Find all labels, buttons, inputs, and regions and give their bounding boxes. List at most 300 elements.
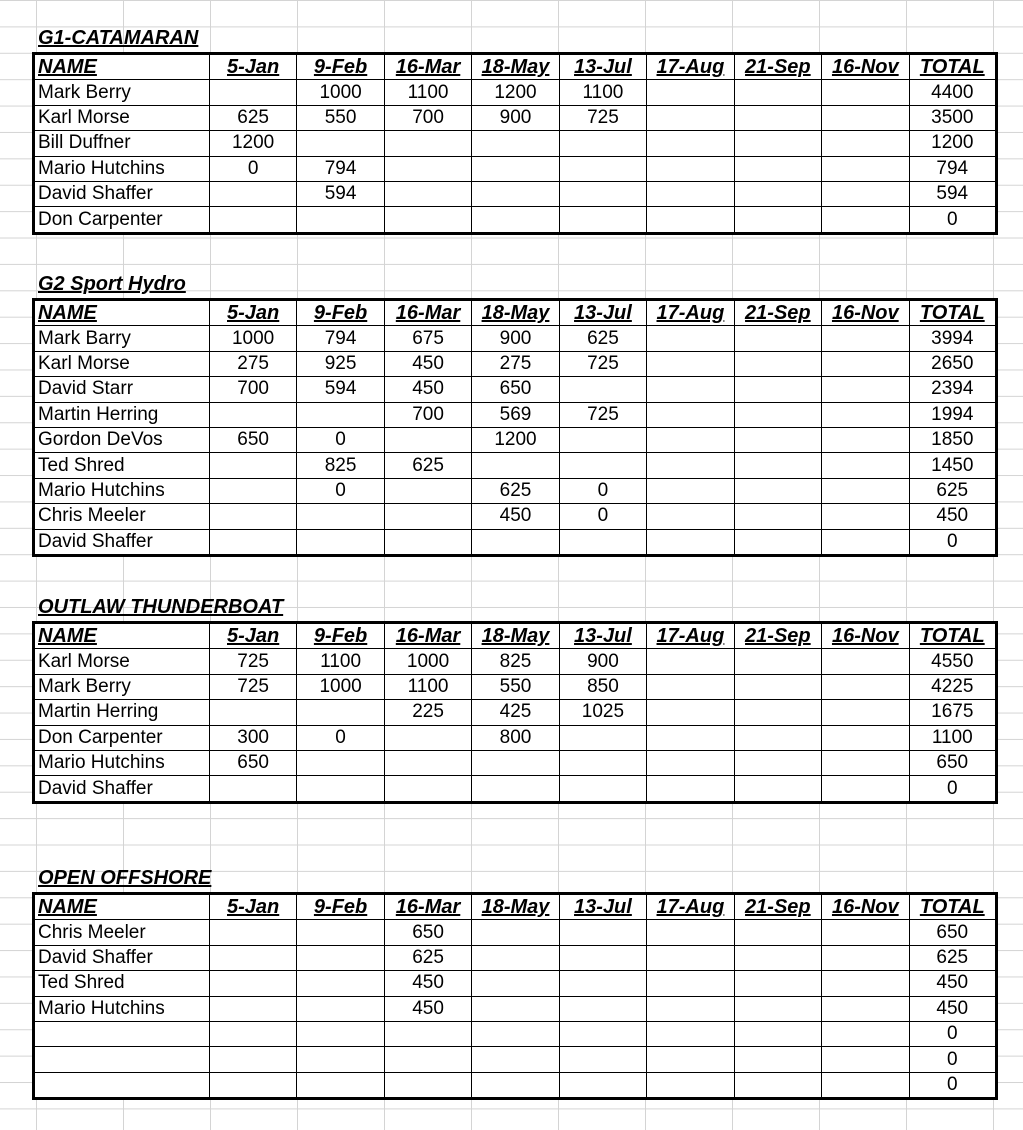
- name-cell[interactable]: Chris Meeler: [34, 920, 210, 945]
- score-cell[interactable]: [647, 920, 734, 945]
- score-cell[interactable]: [734, 529, 821, 555]
- name-cell[interactable]: Mario Hutchins: [34, 478, 210, 503]
- score-cell[interactable]: 825: [297, 453, 384, 478]
- table-row: [34, 131, 997, 156]
- total-cell[interactable]: 2394: [909, 377, 996, 402]
- score-cell[interactable]: [734, 700, 821, 725]
- score-cell[interactable]: 1000: [209, 326, 296, 351]
- score-cell[interactable]: [472, 1021, 559, 1046]
- score-cell[interactable]: [822, 377, 909, 402]
- score-cell[interactable]: [384, 156, 471, 181]
- score-cell[interactable]: [384, 427, 471, 452]
- score-cell[interactable]: [647, 351, 734, 376]
- score-cell[interactable]: [822, 131, 909, 156]
- score-cell[interactable]: [384, 131, 471, 156]
- score-cell[interactable]: 725: [209, 649, 296, 674]
- name-cell[interactable]: Karl Morse: [34, 351, 210, 376]
- score-cell[interactable]: [647, 1021, 734, 1046]
- score-cell[interactable]: [647, 131, 734, 156]
- score-cell[interactable]: [559, 207, 646, 233]
- name-cell[interactable]: David Shaffer: [34, 776, 210, 802]
- name-cell[interactable]: Bill Duffner: [34, 131, 210, 156]
- score-cell[interactable]: 0: [297, 427, 384, 452]
- score-cell[interactable]: [734, 326, 821, 351]
- score-cell[interactable]: 825: [472, 649, 559, 674]
- score-cell[interactable]: [559, 181, 646, 206]
- table-row: [34, 156, 997, 181]
- score-cell[interactable]: [472, 971, 559, 996]
- score-cell[interactable]: [734, 776, 821, 802]
- total-cell[interactable]: 0: [909, 529, 996, 555]
- total-cell[interactable]: 450: [909, 971, 996, 996]
- score-cell[interactable]: 675: [384, 326, 471, 351]
- score-cell[interactable]: [559, 131, 646, 156]
- score-cell[interactable]: [297, 207, 384, 233]
- score-cell[interactable]: [822, 700, 909, 725]
- score-cell[interactable]: [822, 529, 909, 555]
- score-cell[interactable]: 1100: [384, 80, 471, 105]
- score-cell[interactable]: [209, 80, 296, 105]
- score-cell[interactable]: [209, 1047, 296, 1072]
- total-cell[interactable]: 650: [909, 750, 996, 775]
- score-cell[interactable]: [209, 996, 296, 1021]
- score-cell[interactable]: [209, 504, 296, 529]
- score-cell[interactable]: [384, 504, 471, 529]
- score-cell[interactable]: [822, 504, 909, 529]
- score-cell[interactable]: [734, 945, 821, 970]
- score-cell[interactable]: 900: [559, 649, 646, 674]
- total-cell[interactable]: 1994: [909, 402, 996, 427]
- score-cell[interactable]: [647, 1072, 734, 1098]
- name-cell[interactable]: [34, 1072, 210, 1098]
- score-cell[interactable]: [472, 1047, 559, 1072]
- score-cell[interactable]: [297, 920, 384, 945]
- total-cell[interactable]: 3500: [909, 105, 996, 130]
- score-cell[interactable]: [384, 181, 471, 206]
- score-cell[interactable]: [559, 453, 646, 478]
- total-cell[interactable]: 0: [909, 776, 996, 802]
- score-cell[interactable]: 594: [297, 181, 384, 206]
- score-cell[interactable]: [472, 996, 559, 1021]
- score-cell[interactable]: [822, 674, 909, 699]
- score-cell[interactable]: [472, 750, 559, 775]
- score-cell[interactable]: 300: [209, 725, 296, 750]
- score-cell[interactable]: [647, 750, 734, 775]
- score-cell[interactable]: [472, 1072, 559, 1098]
- score-cell[interactable]: [822, 402, 909, 427]
- column-header: 17-Aug: [647, 300, 734, 326]
- score-cell[interactable]: 225: [384, 700, 471, 725]
- score-cell[interactable]: [647, 156, 734, 181]
- column-header: TOTAL: [909, 300, 996, 326]
- score-cell[interactable]: [384, 750, 471, 775]
- total-cell[interactable]: 0: [909, 1021, 996, 1046]
- score-cell[interactable]: [734, 402, 821, 427]
- name-cell[interactable]: [34, 1021, 210, 1046]
- score-cell[interactable]: 650: [209, 427, 296, 452]
- name-cell[interactable]: Ted Shred: [34, 453, 210, 478]
- score-cell[interactable]: 1200: [472, 427, 559, 452]
- score-cell[interactable]: [647, 377, 734, 402]
- score-cell[interactable]: 850: [559, 674, 646, 699]
- total-cell[interactable]: 625: [909, 945, 996, 970]
- score-cell[interactable]: [647, 453, 734, 478]
- score-cell[interactable]: [209, 700, 296, 725]
- score-cell[interactable]: [559, 156, 646, 181]
- score-cell[interactable]: 0: [297, 478, 384, 503]
- score-cell[interactable]: [384, 1072, 471, 1098]
- score-cell[interactable]: [734, 207, 821, 233]
- name-cell[interactable]: Don Carpenter: [34, 725, 210, 750]
- score-cell[interactable]: 800: [472, 725, 559, 750]
- name-cell[interactable]: Martin Herring: [34, 700, 210, 725]
- score-cell[interactable]: [209, 207, 296, 233]
- total-cell[interactable]: 4550: [909, 649, 996, 674]
- score-cell[interactable]: 700: [384, 105, 471, 130]
- score-cell[interactable]: [559, 971, 646, 996]
- score-cell[interactable]: [472, 207, 559, 233]
- score-cell[interactable]: [822, 649, 909, 674]
- score-cell[interactable]: [647, 945, 734, 970]
- score-cell[interactable]: 450: [384, 351, 471, 376]
- score-cell[interactable]: 1025: [559, 700, 646, 725]
- score-cell[interactable]: [472, 453, 559, 478]
- column-header: 5-Jan: [209, 300, 296, 326]
- header-row: [34, 623, 997, 649]
- total-cell[interactable]: 650: [909, 920, 996, 945]
- score-cell[interactable]: [472, 920, 559, 945]
- name-cell[interactable]: Karl Morse: [34, 105, 210, 130]
- total-cell[interactable]: 2650: [909, 351, 996, 376]
- score-cell[interactable]: [734, 674, 821, 699]
- score-cell[interactable]: [734, 996, 821, 1021]
- score-cell[interactable]: [559, 920, 646, 945]
- column-header: 17-Aug: [647, 623, 734, 649]
- name-cell[interactable]: David Shaffer: [34, 181, 210, 206]
- score-cell[interactable]: [472, 131, 559, 156]
- score-cell[interactable]: [384, 776, 471, 802]
- score-cell[interactable]: [822, 996, 909, 1021]
- total-cell[interactable]: 1850: [909, 427, 996, 452]
- name-cell[interactable]: Mario Hutchins: [34, 996, 210, 1021]
- score-cell[interactable]: 700: [384, 402, 471, 427]
- score-cell[interactable]: [647, 504, 734, 529]
- score-cell[interactable]: [297, 971, 384, 996]
- score-cell[interactable]: [822, 427, 909, 452]
- score-cell[interactable]: [734, 649, 821, 674]
- total-cell[interactable]: 450: [909, 504, 996, 529]
- score-cell[interactable]: 0: [209, 156, 296, 181]
- total-cell[interactable]: 4400: [909, 80, 996, 105]
- name-cell[interactable]: Martin Herring: [34, 402, 210, 427]
- score-cell[interactable]: [647, 105, 734, 130]
- score-cell[interactable]: 794: [297, 326, 384, 351]
- score-cell[interactable]: 650: [384, 920, 471, 945]
- total-cell[interactable]: 1200: [909, 131, 996, 156]
- score-cell[interactable]: 1000: [384, 649, 471, 674]
- score-cell[interactable]: 700: [209, 377, 296, 402]
- score-cell[interactable]: 725: [209, 674, 296, 699]
- total-cell[interactable]: 625: [909, 478, 996, 503]
- score-cell[interactable]: [297, 750, 384, 775]
- score-cell[interactable]: [734, 427, 821, 452]
- table-row: [34, 750, 997, 775]
- score-cell[interactable]: [297, 1047, 384, 1072]
- score-cell[interactable]: [647, 207, 734, 233]
- score-cell[interactable]: 725: [559, 105, 646, 130]
- table-row: [34, 427, 997, 452]
- name-cell[interactable]: Mark Barry: [34, 326, 210, 351]
- score-cell[interactable]: [647, 181, 734, 206]
- score-cell[interactable]: [297, 1021, 384, 1046]
- score-cell[interactable]: [297, 1072, 384, 1098]
- name-cell[interactable]: Mario Hutchins: [34, 156, 210, 181]
- score-cell[interactable]: 1000: [297, 80, 384, 105]
- score-cell[interactable]: 450: [472, 504, 559, 529]
- score-cell[interactable]: [822, 1047, 909, 1072]
- score-cell[interactable]: [297, 402, 384, 427]
- score-cell[interactable]: [734, 351, 821, 376]
- score-cell[interactable]: [647, 971, 734, 996]
- score-cell[interactable]: [822, 105, 909, 130]
- score-cell[interactable]: [734, 478, 821, 503]
- score-cell[interactable]: 650: [472, 377, 559, 402]
- score-cell[interactable]: [822, 1072, 909, 1098]
- score-cell[interactable]: [647, 776, 734, 802]
- score-cell[interactable]: 0: [297, 725, 384, 750]
- score-cell[interactable]: [822, 181, 909, 206]
- score-cell[interactable]: [297, 996, 384, 1021]
- name-cell[interactable]: Karl Morse: [34, 649, 210, 674]
- score-cell[interactable]: [209, 1021, 296, 1046]
- score-cell[interactable]: [559, 1072, 646, 1098]
- total-cell[interactable]: 0: [909, 1072, 996, 1098]
- score-cell[interactable]: [822, 725, 909, 750]
- score-cell[interactable]: [822, 776, 909, 802]
- score-cell[interactable]: [559, 377, 646, 402]
- score-cell[interactable]: [297, 131, 384, 156]
- score-cell[interactable]: [734, 1047, 821, 1072]
- score-cell[interactable]: [209, 402, 296, 427]
- score-cell[interactable]: [647, 725, 734, 750]
- score-cell[interactable]: [559, 725, 646, 750]
- score-cell[interactable]: [822, 478, 909, 503]
- score-cell[interactable]: [647, 402, 734, 427]
- total-cell[interactable]: 0: [909, 207, 996, 233]
- total-cell[interactable]: 4225: [909, 674, 996, 699]
- score-cell[interactable]: 650: [209, 750, 296, 775]
- score-cell[interactable]: [209, 1072, 296, 1098]
- column-header: NAME: [34, 623, 210, 649]
- score-cell[interactable]: [472, 156, 559, 181]
- score-cell[interactable]: [822, 156, 909, 181]
- column-header: 17-Aug: [647, 894, 734, 920]
- score-cell[interactable]: [822, 945, 909, 970]
- score-cell[interactable]: 1200: [209, 131, 296, 156]
- score-cell[interactable]: [822, 971, 909, 996]
- score-cell[interactable]: [822, 920, 909, 945]
- score-cell[interactable]: [647, 326, 734, 351]
- score-cell[interactable]: [384, 1021, 471, 1046]
- score-cell[interactable]: [209, 478, 296, 503]
- score-cell[interactable]: [209, 920, 296, 945]
- score-cell[interactable]: 1100: [297, 649, 384, 674]
- score-cell[interactable]: [209, 776, 296, 802]
- score-cell[interactable]: [209, 945, 296, 970]
- score-cell[interactable]: 900: [472, 326, 559, 351]
- score-cell[interactable]: 1100: [559, 80, 646, 105]
- total-cell[interactable]: 594: [909, 181, 996, 206]
- score-cell[interactable]: 1000: [297, 674, 384, 699]
- table-row: [34, 504, 997, 529]
- score-cell[interactable]: 275: [209, 351, 296, 376]
- score-cell[interactable]: [734, 504, 821, 529]
- score-cell[interactable]: [734, 750, 821, 775]
- score-cell[interactable]: [559, 427, 646, 452]
- score-cell[interactable]: [734, 453, 821, 478]
- name-cell[interactable]: Ted Shred: [34, 971, 210, 996]
- score-cell[interactable]: 0: [559, 504, 646, 529]
- name-cell[interactable]: David Starr: [34, 377, 210, 402]
- score-cell[interactable]: [647, 649, 734, 674]
- score-cell[interactable]: [472, 181, 559, 206]
- score-cell[interactable]: [647, 996, 734, 1021]
- score-cell[interactable]: 0: [559, 478, 646, 503]
- score-cell[interactable]: [647, 1047, 734, 1072]
- score-cell[interactable]: 625: [384, 453, 471, 478]
- score-cell[interactable]: [822, 326, 909, 351]
- score-cell[interactable]: [822, 453, 909, 478]
- score-cell[interactable]: 425: [472, 700, 559, 725]
- name-cell[interactable]: [34, 1047, 210, 1072]
- score-cell[interactable]: [734, 105, 821, 130]
- score-cell[interactable]: [472, 529, 559, 555]
- score-cell[interactable]: [297, 776, 384, 802]
- score-cell[interactable]: 1200: [472, 80, 559, 105]
- name-cell[interactable]: Don Carpenter: [34, 207, 210, 233]
- score-cell[interactable]: [472, 945, 559, 970]
- score-cell[interactable]: [822, 750, 909, 775]
- score-cell[interactable]: 625: [209, 105, 296, 130]
- score-cell[interactable]: 450: [384, 996, 471, 1021]
- score-cell[interactable]: [559, 1047, 646, 1072]
- score-cell[interactable]: [734, 377, 821, 402]
- score-cell[interactable]: [384, 207, 471, 233]
- score-cell[interactable]: [647, 478, 734, 503]
- score-cell[interactable]: [734, 156, 821, 181]
- score-cell[interactable]: [209, 971, 296, 996]
- name-cell[interactable]: David Shaffer: [34, 945, 210, 970]
- column-header: 16-Mar: [384, 894, 471, 920]
- score-cell[interactable]: [297, 945, 384, 970]
- score-cell[interactable]: 725: [559, 402, 646, 427]
- score-cell[interactable]: [559, 529, 646, 555]
- score-cell[interactable]: [209, 529, 296, 555]
- table-row: [34, 207, 997, 233]
- score-cell[interactable]: 550: [472, 674, 559, 699]
- score-cell[interactable]: 550: [297, 105, 384, 130]
- score-cell[interactable]: [209, 181, 296, 206]
- score-cell[interactable]: [734, 1021, 821, 1046]
- score-cell[interactable]: [559, 776, 646, 802]
- score-cell[interactable]: [384, 478, 471, 503]
- score-cell[interactable]: [297, 700, 384, 725]
- column-header: 21-Sep: [734, 300, 821, 326]
- score-cell[interactable]: 1100: [384, 674, 471, 699]
- score-cell[interactable]: 594: [297, 377, 384, 402]
- score-cell[interactable]: [559, 750, 646, 775]
- score-cell[interactable]: [384, 725, 471, 750]
- score-cell[interactable]: 569: [472, 402, 559, 427]
- score-cell[interactable]: 900: [472, 105, 559, 130]
- score-cell[interactable]: [734, 971, 821, 996]
- total-cell[interactable]: 1100: [909, 725, 996, 750]
- name-cell[interactable]: Mark Berry: [34, 80, 210, 105]
- score-cell[interactable]: 625: [559, 326, 646, 351]
- column-header: 9-Feb: [297, 300, 384, 326]
- score-cell[interactable]: 794: [297, 156, 384, 181]
- column-header: 16-Mar: [384, 623, 471, 649]
- score-cell[interactable]: [734, 920, 821, 945]
- score-cell[interactable]: [647, 674, 734, 699]
- score-cell[interactable]: [822, 1021, 909, 1046]
- score-cell[interactable]: [734, 181, 821, 206]
- score-cell[interactable]: [472, 776, 559, 802]
- name-cell[interactable]: David Shaffer: [34, 529, 210, 555]
- total-cell[interactable]: 1675: [909, 700, 996, 725]
- score-cell[interactable]: 925: [297, 351, 384, 376]
- score-cell[interactable]: [822, 80, 909, 105]
- column-header: 16-Nov: [822, 300, 909, 326]
- score-cell[interactable]: [297, 504, 384, 529]
- score-cell[interactable]: [209, 453, 296, 478]
- score-cell[interactable]: [559, 1021, 646, 1046]
- score-cell[interactable]: [384, 1047, 471, 1072]
- total-cell[interactable]: 3994: [909, 326, 996, 351]
- score-cell[interactable]: [734, 1072, 821, 1098]
- score-cell[interactable]: [559, 996, 646, 1021]
- score-cell[interactable]: [822, 207, 909, 233]
- total-cell[interactable]: 794: [909, 156, 996, 181]
- score-cell[interactable]: [647, 427, 734, 452]
- column-header: 13-Jul: [559, 623, 646, 649]
- name-cell[interactable]: Gordon DeVos: [34, 427, 210, 452]
- score-cell[interactable]: [297, 529, 384, 555]
- score-cell[interactable]: [647, 80, 734, 105]
- score-cell[interactable]: [647, 700, 734, 725]
- score-cell[interactable]: [384, 529, 471, 555]
- score-cell[interactable]: [822, 351, 909, 376]
- score-cell[interactable]: [734, 725, 821, 750]
- name-cell[interactable]: Mario Hutchins: [34, 750, 210, 775]
- score-cell[interactable]: [647, 529, 734, 555]
- score-cell[interactable]: 450: [384, 377, 471, 402]
- score-cell[interactable]: 725: [559, 351, 646, 376]
- score-cell[interactable]: 275: [472, 351, 559, 376]
- name-cell[interactable]: Mark Berry: [34, 674, 210, 699]
- score-cell[interactable]: [734, 131, 821, 156]
- score-cell[interactable]: 625: [384, 945, 471, 970]
- total-cell[interactable]: 0: [909, 1047, 996, 1072]
- total-cell[interactable]: 1450: [909, 453, 996, 478]
- score-cell[interactable]: 450: [384, 971, 471, 996]
- column-header: 9-Feb: [297, 894, 384, 920]
- score-cell[interactable]: [734, 80, 821, 105]
- name-cell[interactable]: Chris Meeler: [34, 504, 210, 529]
- score-cell[interactable]: 625: [472, 478, 559, 503]
- score-cell[interactable]: [559, 945, 646, 970]
- total-cell[interactable]: 450: [909, 996, 996, 1021]
